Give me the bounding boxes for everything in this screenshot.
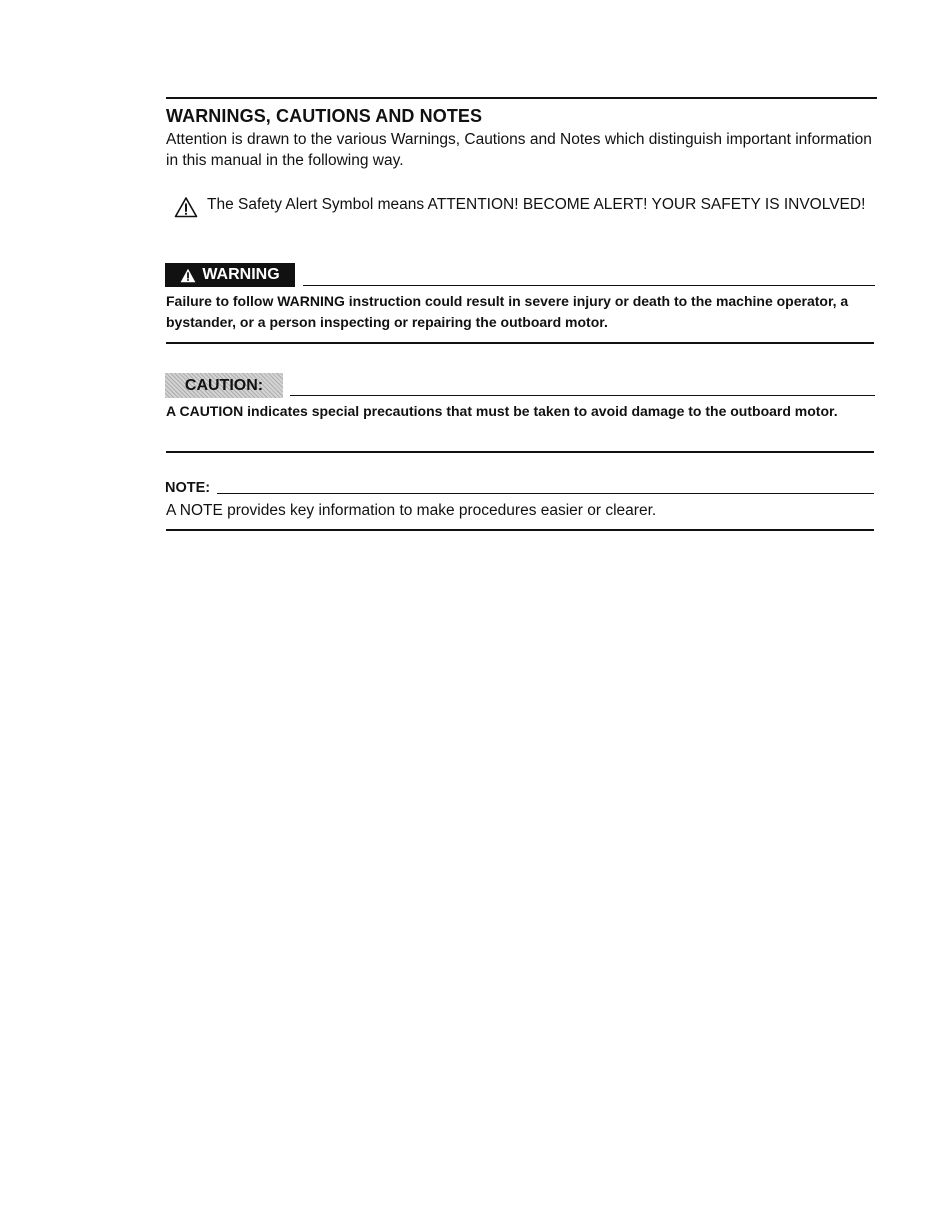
section-intro: Attention is drawn to the various Warnings, Cautions and Notes which distinguish important information in this manual in the following way. (166, 131, 872, 169)
caution-header-rule (290, 395, 875, 396)
note-label: NOTE: (165, 480, 211, 496)
note-header-rule (217, 493, 874, 494)
safety-alert-icon (174, 196, 198, 220)
warning-bottom-rule (166, 342, 874, 344)
warning-triangle-icon (180, 268, 196, 283)
safety-alert-text: The Safety Alert Symbol means ATTENTION! BECOME ALERT! YOUR SAFETY IS INVOLVED! (207, 196, 866, 213)
warning-text: Failure to follow WARNING instruction could result in severe injury or death to the machine operator, a bystander, or a person inspecting or repairing the outboard motor. (166, 293, 849, 330)
warning-label-text: WARNING (202, 266, 280, 283)
note-text: A NOTE provides key information to make procedures easier or clearer. (166, 502, 657, 519)
caution-label: CAUTION: (165, 373, 283, 398)
section-title: WARNINGS, CAUTIONS AND NOTES (166, 106, 483, 126)
warning-label (165, 263, 295, 287)
note-bottom-rule (166, 529, 874, 531)
caution-bottom-rule (166, 451, 874, 453)
warning-header-rule (303, 285, 875, 286)
caution-text: A CAUTION indicates special precautions that must be taken to avoid damage to the outboard motor. (166, 403, 838, 419)
section-top-rule (166, 97, 877, 99)
